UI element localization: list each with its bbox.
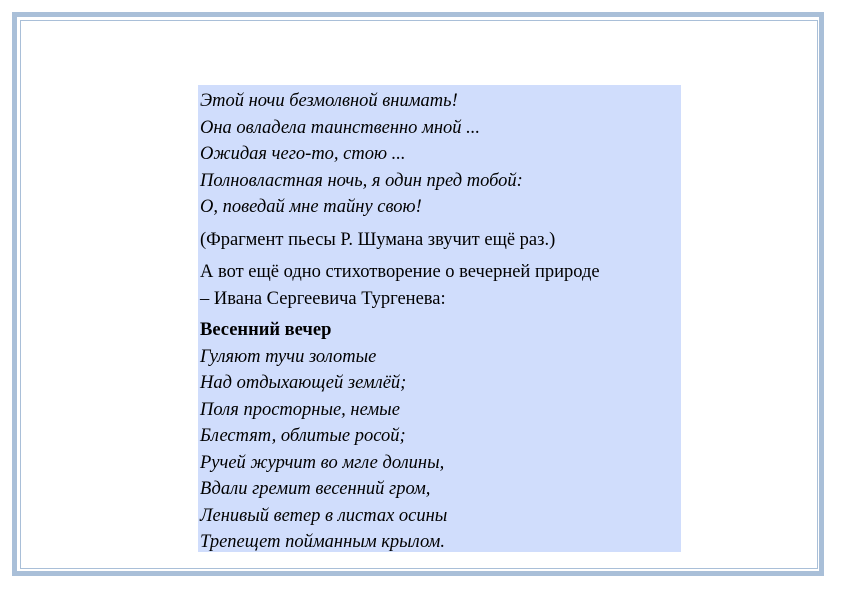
poem-spring-evening: [200, 344, 681, 556]
poem-line: Вдали гремит весенний гром,: [200, 479, 431, 499]
poem-line: Блестят, облитые росой;: [200, 426, 406, 446]
poem-line: Полновластная ночь, я один пред тобой:: [200, 170, 523, 191]
intro-line: – Ивана Сергеевича Тургенева:: [200, 288, 446, 309]
poem-line: Гуляют тучи золотые: [200, 346, 377, 367]
poem-line: О, поведай мне тайну свою!: [200, 197, 422, 217]
poem-line: Ручей журчит во мгле долины,: [200, 452, 445, 473]
fragment-note: (Фрагмент пьесы Р. Шумана звучит ещё раз.): [200, 229, 556, 250]
intro-paragraph: [200, 259, 681, 312]
poem-line: Этой ночи безмолвной внимать!: [200, 91, 458, 111]
poem-line: Ожидая чего-то, стою ...: [200, 144, 406, 164]
text-block: [198, 85, 681, 552]
poem-line: Она овладела таинственно мной ...: [200, 117, 481, 138]
poem-line: Над отдыхающей землёй;: [200, 373, 407, 393]
intro-line: А вот ещё одно стихотворение о вечерней природе: [200, 262, 600, 282]
poem-line: Трепещет пойманным крылом.: [200, 532, 445, 552]
poem-title: Весенний вечер: [200, 320, 332, 340]
poem-line: Ленивый ветер в листах осины: [200, 505, 448, 526]
poem-line: Поля просторные, немые: [200, 399, 400, 420]
poem-fragment: [200, 88, 681, 221]
